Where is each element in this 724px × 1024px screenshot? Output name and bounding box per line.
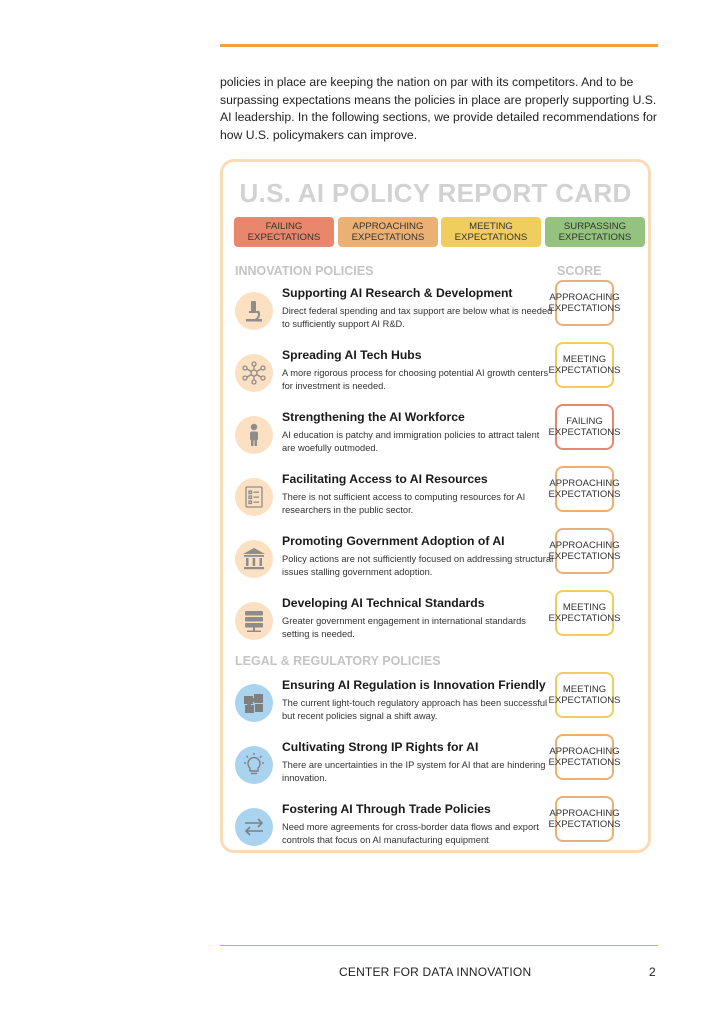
legal-policies-heading: LEGAL & REGULATORY POLICIES — [235, 654, 441, 668]
score-label: APPROACHING — [549, 292, 620, 303]
legend — [234, 217, 645, 249]
innovation-policies-heading: INNOVATION POLICIES — [235, 264, 374, 278]
report-card — [220, 159, 651, 853]
policy-title: Facilitating Access to AI Resources — [282, 472, 488, 486]
policy-title: Ensuring AI Regulation is Innovation Friendly — [282, 678, 546, 692]
policy-description: There are uncertainties in the IP system for AI that are hindering innovation. — [282, 760, 546, 783]
policy-row — [223, 802, 648, 858]
puzzle-icon — [235, 684, 273, 722]
footer-org-name: CENTER FOR DATA INNOVATION — [339, 965, 532, 979]
intro-paragraph: policies in place are keeping the nation on par with its competitors. And to be surpassing expectations means the policies in place are properly supporting U.S. AI leadership. In the following sections, we provide detailed recommendations for how U.S. policymakers can improve. — [220, 75, 657, 142]
score-label: MEETING — [562, 602, 607, 613]
bottom-rule — [220, 945, 658, 946]
policy-title: Supporting AI Research & Development — [282, 286, 513, 300]
score-badge — [548, 466, 621, 512]
score-heading: SCORE — [557, 264, 602, 278]
score-suffix: EXPECTATIONS — [548, 551, 621, 562]
policy-description: Policy actions are not sufficiently focused on addressing structural issues stalling government adoption. — [282, 554, 554, 577]
policy-title: Developing AI Technical Standards — [282, 596, 485, 610]
score-label: MEETING — [562, 354, 607, 365]
legend-surpassing-line2: EXPECTATIONS — [558, 232, 632, 243]
score-label: APPROACHING — [549, 808, 620, 819]
policy-row — [223, 410, 648, 466]
score-badge — [548, 342, 621, 388]
score-badge — [548, 734, 621, 780]
score-badge — [548, 590, 621, 636]
exchange-arrows-icon — [235, 808, 273, 846]
legend-failing-line2: EXPECTATIONS — [247, 232, 321, 243]
score-suffix: EXPECTATIONS — [548, 613, 621, 624]
score-badge — [548, 280, 621, 326]
checklist-icon — [235, 478, 273, 516]
network-hub-icon — [235, 354, 273, 392]
score-suffix: EXPECTATIONS — [548, 303, 621, 314]
legend-meeting-line1: MEETING — [469, 221, 513, 232]
policy-title: Cultivating Strong IP Rights for AI — [282, 740, 479, 754]
policy-row — [223, 596, 648, 652]
legend-approaching — [338, 217, 438, 247]
score-suffix: EXPECTATIONS — [548, 365, 621, 376]
legend-failing-line1: FAILING — [265, 221, 303, 232]
microscope-icon — [235, 292, 273, 330]
score-badge — [548, 672, 621, 718]
legend-approaching-line1: APPROACHING — [352, 221, 424, 232]
legend-meeting — [441, 217, 541, 247]
policy-description: A more rigorous process for choosing potential AI growth centers for investment is needed. — [282, 368, 549, 391]
policy-title: Strengthening the AI Workforce — [282, 410, 465, 424]
policy-title: Spreading AI Tech Hubs — [282, 348, 422, 362]
score-label: MEETING — [562, 684, 607, 695]
legend-surpassing — [545, 217, 645, 247]
policy-title: Promoting Government Adoption of AI — [282, 534, 505, 548]
page-number: 2 — [649, 965, 656, 979]
score-badge — [548, 796, 621, 842]
policy-row — [223, 348, 648, 404]
legend-approaching-line2: EXPECTATIONS — [351, 232, 425, 243]
legend-failing — [234, 217, 334, 247]
policy-description: Direct federal spending and tax support are below what is needed to sufficiently support AI R&D. — [282, 306, 553, 329]
policy-description: The current light-touch regulatory approach has been successful but recent policies signal a shift away. — [282, 698, 548, 721]
score-suffix: EXPECTATIONS — [548, 489, 621, 500]
legend-meeting-line2: EXPECTATIONS — [454, 232, 528, 243]
score-label: FAILING — [566, 416, 603, 427]
policy-row — [223, 534, 648, 590]
score-label: APPROACHING — [549, 540, 620, 551]
server-stack-icon — [235, 602, 273, 640]
policy-row — [223, 472, 648, 528]
legend-surpassing-line1: SURPASSING — [563, 221, 627, 232]
policy-description: AI education is patchy and immigration policies to attract talent are woefully outmoded. — [282, 430, 540, 453]
policy-row — [223, 740, 648, 796]
score-label: APPROACHING — [549, 746, 620, 757]
policy-description: Need more agreements for cross-border data flows and export controls that focus on AI manufacturing equipment — [282, 822, 539, 845]
score-suffix: EXPECTATIONS — [548, 427, 621, 438]
policy-description: Greater government engagement in international standards setting is needed. — [282, 616, 526, 639]
policy-title: Fostering AI Through Trade Policies — [282, 802, 491, 816]
lightbulb-icon — [235, 746, 273, 784]
score-label: APPROACHING — [549, 478, 620, 489]
score-suffix: EXPECTATIONS — [548, 819, 621, 830]
policy-row — [223, 678, 648, 734]
policy-row — [223, 286, 648, 342]
score-badge — [548, 528, 621, 574]
person-icon — [235, 416, 273, 454]
policy-description: There is not sufficient access to computing resources for AI researchers in the public sector. — [282, 492, 526, 515]
top-rule — [220, 44, 658, 47]
report-card-title: U.S. AI POLICY REPORT CARD — [239, 178, 632, 208]
score-badge — [548, 404, 621, 450]
score-suffix: EXPECTATIONS — [548, 757, 621, 768]
government-building-icon — [235, 540, 273, 578]
score-suffix: EXPECTATIONS — [548, 695, 621, 706]
